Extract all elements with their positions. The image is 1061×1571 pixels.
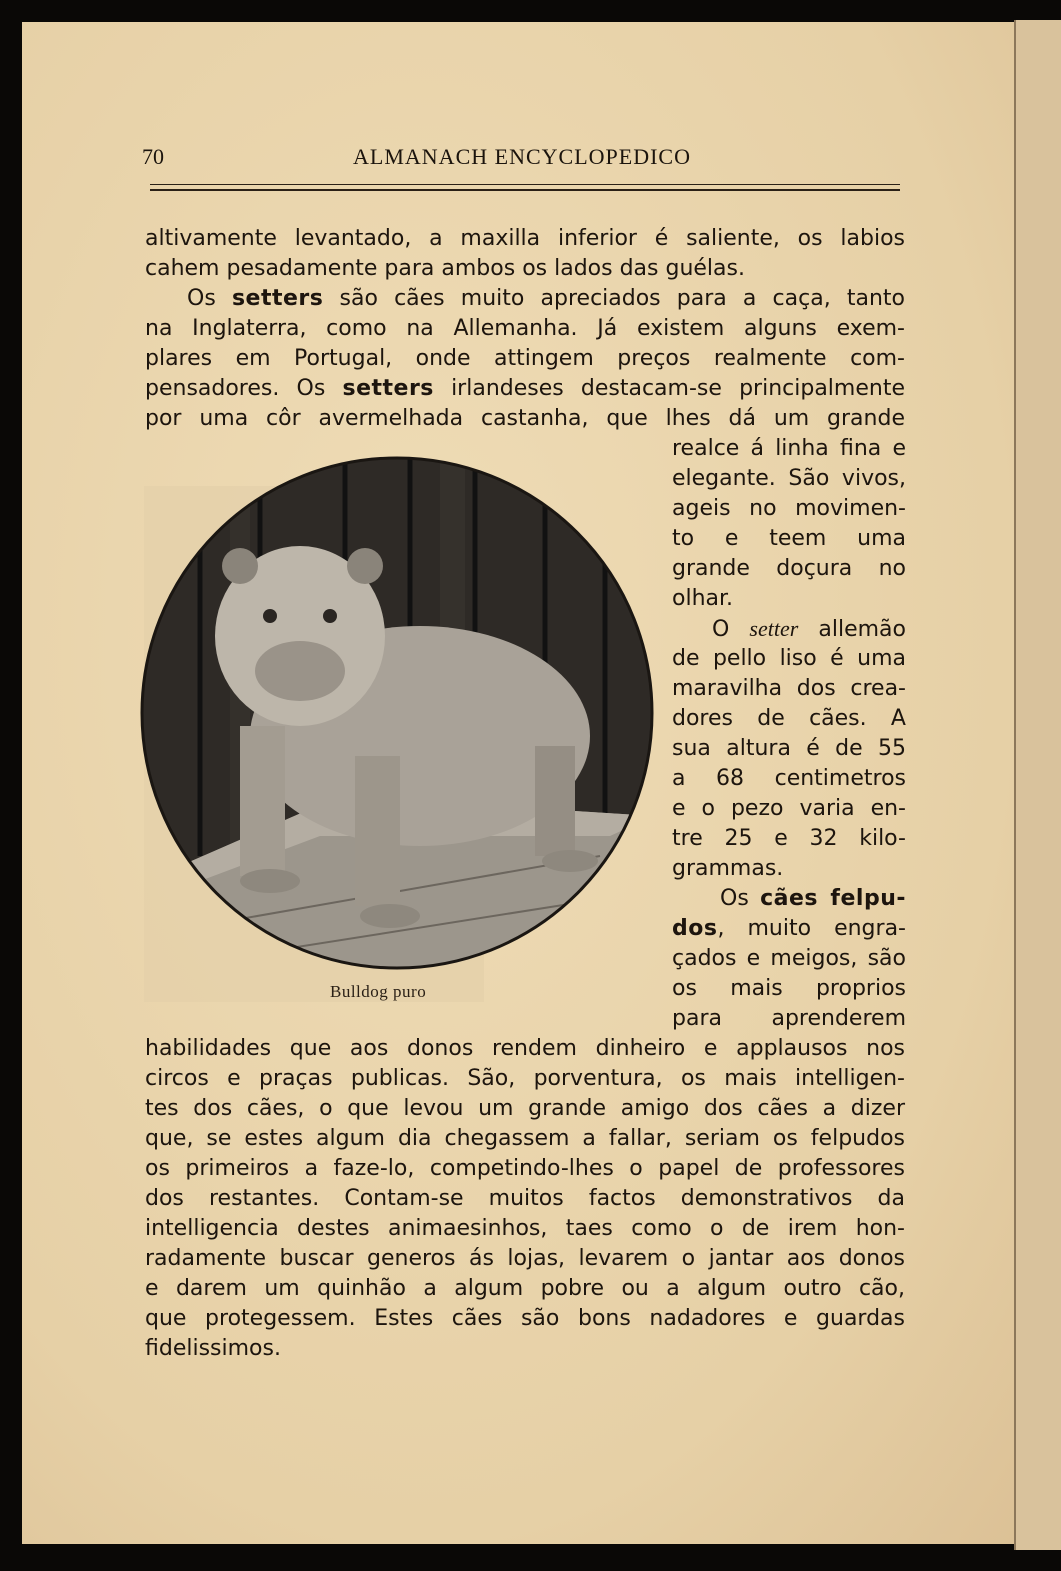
column-line: para aprenderem bbox=[672, 1006, 906, 1031]
term-caes-felpudos: cães felpu- bbox=[760, 886, 906, 911]
text-line: tes dos cães, o que levou um grande amigo dos cães a dizer bbox=[145, 1096, 905, 1121]
text-line: na Inglaterra, como na Allemanha. Já existem alguns exem- bbox=[145, 316, 905, 341]
column-line: O setter allemão bbox=[712, 616, 906, 642]
term-caes-felpudos: dos bbox=[672, 916, 718, 941]
text-line: plares em Portugal, onde attingem preços realmente com- bbox=[145, 346, 905, 371]
next-page-edge bbox=[1014, 20, 1061, 1550]
column-line: e o pezo varia en- bbox=[672, 796, 906, 821]
text-line: Os setters são cães muito apreciados para a caça, tanto bbox=[187, 286, 905, 311]
text-line: que, se estes algum dia chegassem a fallar, seriam os felpudos bbox=[145, 1126, 905, 1151]
column-line: grande doçura no bbox=[672, 556, 906, 581]
column-line: elegante. São vivos, bbox=[672, 466, 906, 491]
page-number: 70 bbox=[142, 144, 164, 169]
text-line: que protegessem. Estes cães são bons nadadores e guardas bbox=[145, 1306, 905, 1331]
column-line: çados e meigos, são bbox=[672, 946, 906, 971]
column-line: a 68 centimetros bbox=[672, 766, 906, 791]
header-rule bbox=[150, 184, 900, 191]
column-line: maravilha dos crea- bbox=[672, 676, 906, 701]
text-line: e darem um quinhão a algum pobre ou a algum outro cão, bbox=[145, 1276, 905, 1301]
column-line: os mais proprios bbox=[672, 976, 906, 1001]
figure-caption: Bulldog puro bbox=[330, 982, 427, 1001]
text-line: dos restantes. Contam-se muitos factos demonstrativos da bbox=[145, 1186, 905, 1211]
text-line: pensadores. Os setters irlandeses destacam-se principalmente bbox=[145, 376, 905, 401]
column-line: tre 25 e 32 kilo- bbox=[672, 826, 906, 851]
column-line: grammas. bbox=[672, 856, 784, 881]
term-setter: setter bbox=[749, 616, 799, 641]
text-line: intelligencia destes animaesinhos, taes como o de irem hon- bbox=[145, 1216, 905, 1241]
running-title: ALMANACH ENCYCLOPEDICO bbox=[353, 144, 691, 169]
text-line: altivamente levantado, a maxilla inferior é saliente, os labios bbox=[145, 226, 905, 251]
text-line: habilidades que aos donos rendem dinheiro e applausos nos bbox=[145, 1036, 905, 1061]
column-line: dores de cães. A bbox=[672, 706, 906, 731]
column-line: de pello liso é uma bbox=[672, 646, 906, 671]
column-line: sua altura é de 55 bbox=[672, 736, 906, 761]
text-line: circos e praças publicas. São, porventura, os mais intelligen- bbox=[145, 1066, 905, 1091]
page-header bbox=[142, 144, 902, 184]
bulldog-photo bbox=[140, 456, 654, 970]
column-line: olhar. bbox=[672, 586, 734, 611]
text-line: radamente buscar generos ás lojas, levarem o jantar aos donos bbox=[145, 1246, 905, 1271]
text-line: cahem pesadamente para ambos os lados das guélas. bbox=[145, 256, 745, 281]
text-line: fidelissimos. bbox=[145, 1336, 281, 1361]
column-line: to e teem uma bbox=[672, 526, 906, 551]
text-line: por uma côr avermelhada castanha, que lhes dá um grande bbox=[145, 406, 905, 431]
text-line: os primeiros a faze-lo, competindo-lhes o papel de professores bbox=[145, 1156, 905, 1181]
column-line: realce á linha fina e bbox=[672, 436, 906, 461]
column-line: Os cães felpu- bbox=[720, 886, 906, 911]
term-setters: setters bbox=[342, 376, 434, 401]
book-page bbox=[22, 22, 1014, 1544]
term-setters: setters bbox=[231, 286, 324, 311]
column-line: dos, muito engra- bbox=[672, 916, 906, 941]
column-line: ageis no movimen- bbox=[672, 496, 906, 521]
